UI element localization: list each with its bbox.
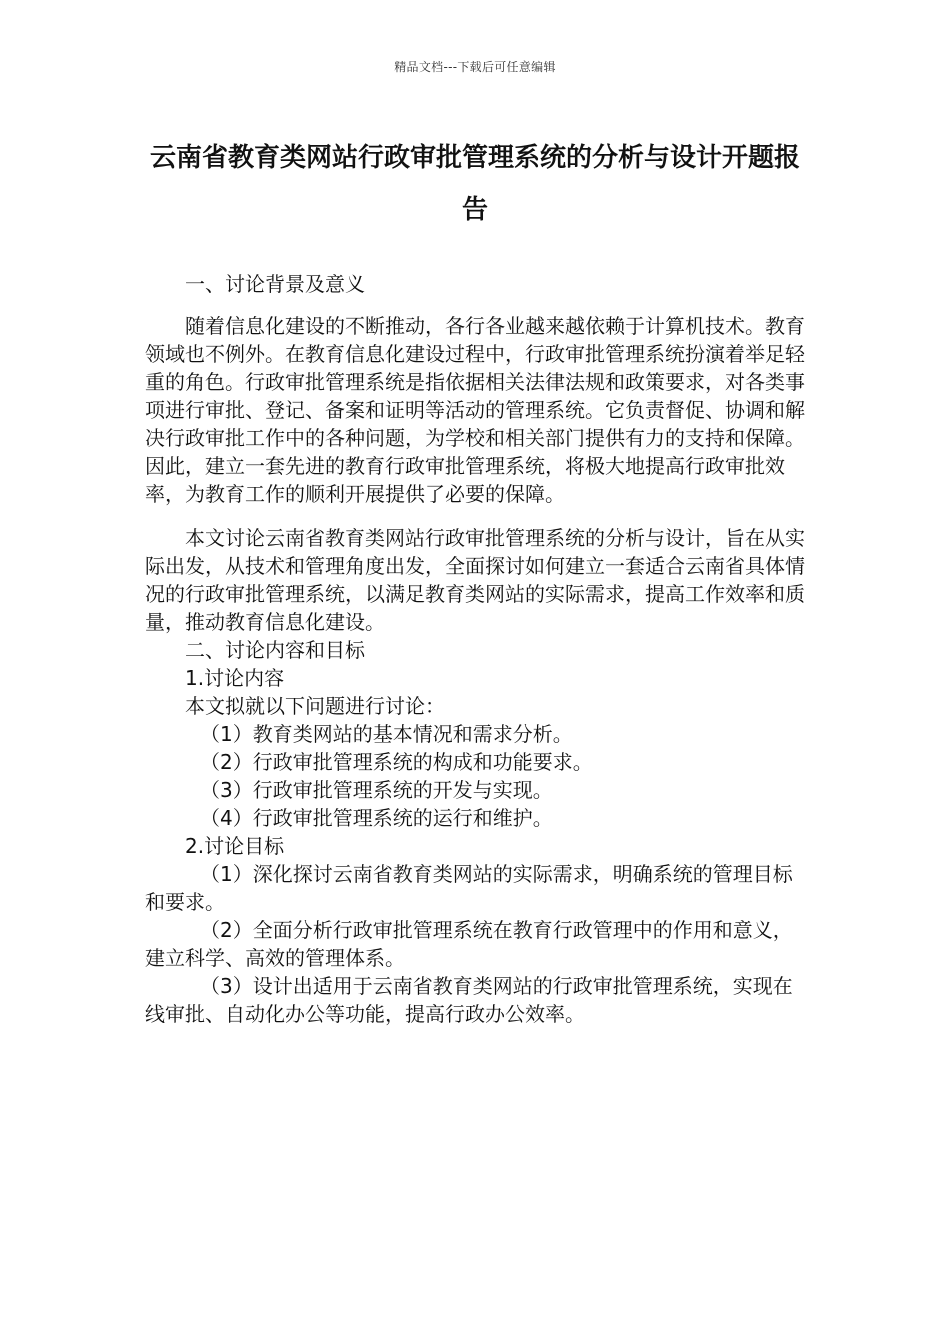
goal-item-3: （3）设计出适用于云南省教育类网站的行政审批管理系统，实现在线审批、自动化办公等功能，提高行政办公效率。 [145, 974, 793, 1026]
header-note: 精品文档---下载后可任意编辑 [394, 60, 556, 74]
goal-item-1: （1）深化探讨云南省教育类网站的实际需求，明确系统的管理目标和要求。 [145, 862, 793, 914]
section-2-sub-1-heading: 1.讨论内容 [185, 666, 285, 690]
goal-item-2: （2）全面分析行政审批管理系统在教育行政管理中的作用和意义，建立科学、高效的管理体系。 [145, 918, 793, 970]
content-item-2: （2）行政审批管理系统的构成和功能要求。 [200, 750, 593, 774]
document-body [145, 270, 807, 1028]
content-item-4: （4）行政审批管理系统的运行和维护。 [200, 806, 553, 830]
section-2-heading: 二、讨论内容和目标 [185, 638, 365, 662]
section-2-sub-2-heading: 2.讨论目标 [185, 834, 285, 858]
section-1-paragraph-1: 随着信息化建设的不断推动，各行各业越来越依赖于计算机技术。教育领域也不例外。在教育信息化建设过程中，行政审批管理系统扮演着举足轻重的角色。行政审批管理系统是指依据相关法律法规和政策要求，对各类事项进行审批、登记、备案和证明等活动的管理系统。它负责督促、协调和解决行政审批工作中的各种问题，为学校和相关部门提供有力的支持和保障。因此，建立一套先进的教育行政审批管理系统，将极大地提高行政审批效率，为教育工作的顺利开展提供了必要的保障。 [145, 314, 805, 506]
document-title: 云南省教育类网站行政审批管理系统的分析与设计开题报告 [149, 143, 800, 225]
section-1-paragraph-2: 本文讨论云南省教育类网站行政审批管理系统的分析与设计，旨在从实际出发，从技术和管理角度出发，全面探讨如何建立一套适合云南省具体情况的行政审批管理系统，以满足教育类网站的实际需求，提高工作效率和质量，推动教育信息化建设。 [145, 526, 805, 634]
section-1-heading: 一、讨论背景及意义 [185, 272, 365, 296]
content-item-1: （1）教育类网站的基本情况和需求分析。 [200, 722, 573, 746]
section-2-intro: 本文拟就以下问题进行讨论： [185, 694, 445, 718]
content-item-3: （3）行政审批管理系统的开发与实现。 [200, 778, 553, 802]
